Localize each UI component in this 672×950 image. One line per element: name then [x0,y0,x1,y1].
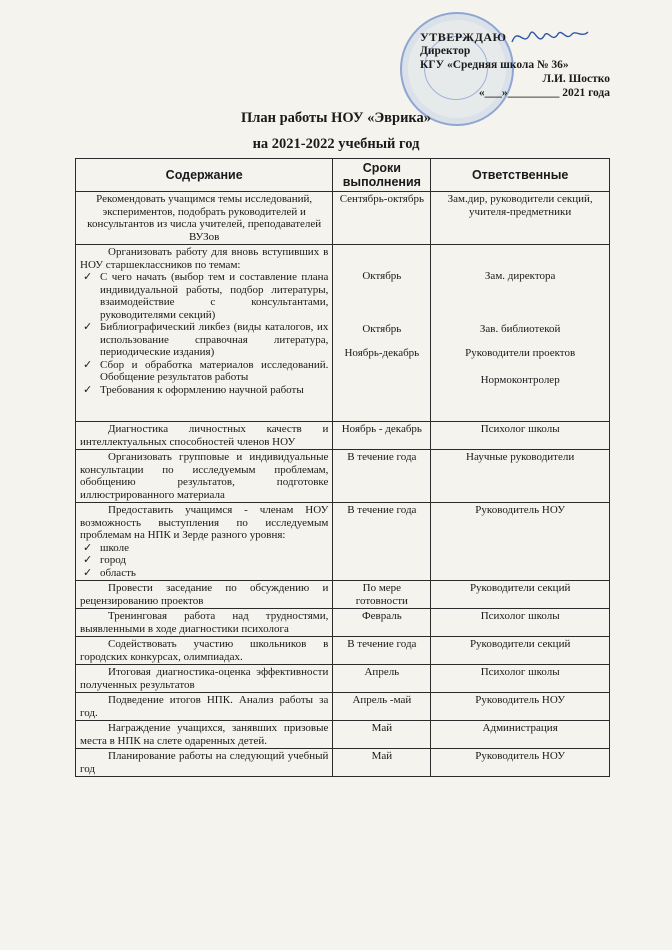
row-content: Провести заседание по обсуждению и рецензированию проектов [80,582,329,607]
table-row [76,721,610,749]
table-row [76,749,610,777]
header-content: Содержание [76,159,333,192]
row-term: Сентябрь-октябрь [333,192,431,245]
row-responsible: Руководитель НОУ [431,693,610,721]
row-responsible: Психолог школы [431,422,610,450]
row-responsible: Администрация [431,721,610,749]
list-item: ✓ город [80,554,328,567]
row-term: Май [333,721,431,749]
list-item: ✓ Библиографический ликбез (виды каталогов, их использование справочная литература, периодические издания) [80,321,328,359]
approval-date: «___»_________ 2021 года [478,87,610,99]
document-title: План работы НОУ «Эврика» [240,110,432,126]
row-term: Октябрь [362,270,402,282]
row-responsible: Руководители проектов [465,347,576,359]
table-row [76,637,610,665]
row-responsible: Руководитель НОУ [431,503,610,581]
approval-organization: КГУ «Средняя школа № 36» [420,59,569,71]
row-content: Планирование работы на следующий учебный год [80,750,329,775]
header-responsible: Ответственные [431,159,610,192]
approval-position: Директор [420,45,471,57]
row-responsible: Руководители секций [431,581,610,609]
row-responsible: Зам. директора [484,270,556,282]
row-responsible: Психолог школы [431,665,610,693]
row-content: Итоговая диагностика-оценка эффективности полученных результатов [80,666,329,691]
list-item: ✓ школе [80,542,328,555]
row-term: Ноябрь-декабрь [344,347,420,359]
row-responsible: Руководитель НОУ [431,749,610,777]
table-row [76,665,610,693]
table-row [76,609,610,637]
row-responsible: Зам.дир, руководители секций, учителя-предметники [431,192,610,245]
row-content: Содействовать участию школьников в городских конкурсах, олимпиадах. [80,638,329,663]
row-intro: Предоставить учащимся - членам НОУ возможность выступления по исследуемым проблемам на НПК и Зерде разного уровня: [80,504,329,541]
approval-block [420,30,610,100]
row-responsible: Психолог школы [431,609,610,637]
row-content: Диагностика личностных качеств и интеллектуальных способностей членов НОУ [80,423,329,448]
row-content: Организовать групповые и индивидуальные консультации по исследуемым проблемам, обобщению результатов, подготовке иллюстрированного материала [80,451,329,501]
table-header-row [76,159,610,192]
row-term: Апрель [333,665,431,693]
list-item: ✓ С чего начать (выбор тем и составление плана индивидуальной работы, подбор литературы, взаимодействие с консультантами, руководителями секций) [80,271,328,321]
header-term: Сроки выполнения [333,159,431,192]
row-intro: Организовать работу для вновь вступивших в НОУ старшеклассников по темам: [80,246,329,271]
row-term: Октябрь [362,322,402,335]
row-term: Февраль [333,609,431,637]
document-subtitle: на 2021-2022 учебный год [252,136,420,152]
table-row [76,503,610,581]
work-plan-table [75,158,610,777]
approval-title: УТВЕРЖДАЮ [420,30,507,44]
row-term: В течение года [333,450,431,503]
row-content: Тренинговая работа над трудностями, выявленными в ходе диагностики психолога [80,610,329,635]
list-item: ✓ область [80,567,328,580]
row-responsible: Нормоконтролер [480,373,560,386]
table-row [76,192,610,245]
row-term: Ноябрь - декабрь [333,422,431,450]
row-responsible: Зав. библиотекой [479,322,561,335]
row-responsible: Научные руководители [431,450,610,503]
table-row [76,450,610,503]
row-term: В течение года [333,503,431,581]
row-content: Подведение итогов НПК. Анализ работы за год. [80,694,329,719]
row-content: Награждение учащихся, занявших призовые места в НПК на слете одаренных детей. [80,722,329,747]
list-item: ✓ Требования к оформлению научной работы [80,384,328,397]
list-item: ✓ Сбор и обработка материалов исследований. Обобщение результатов работы [80,359,328,384]
table-row [76,581,610,609]
table-row [76,422,610,450]
table-row [76,693,610,721]
row-term: Май [333,749,431,777]
row-term: По мере готовности [333,581,431,609]
approval-name: Л.И. Шостко [542,73,610,85]
row-content: Рекомендовать учащимся темы исследований, экспериментов, подобрать руководителей и консультантов из числа учителей, преподавателей ВУЗов [87,193,322,243]
table-row [76,245,610,422]
row-term: В течение года [333,637,431,665]
row-term: Апрель -май [333,693,431,721]
row-responsible: Руководители секций [431,637,610,665]
